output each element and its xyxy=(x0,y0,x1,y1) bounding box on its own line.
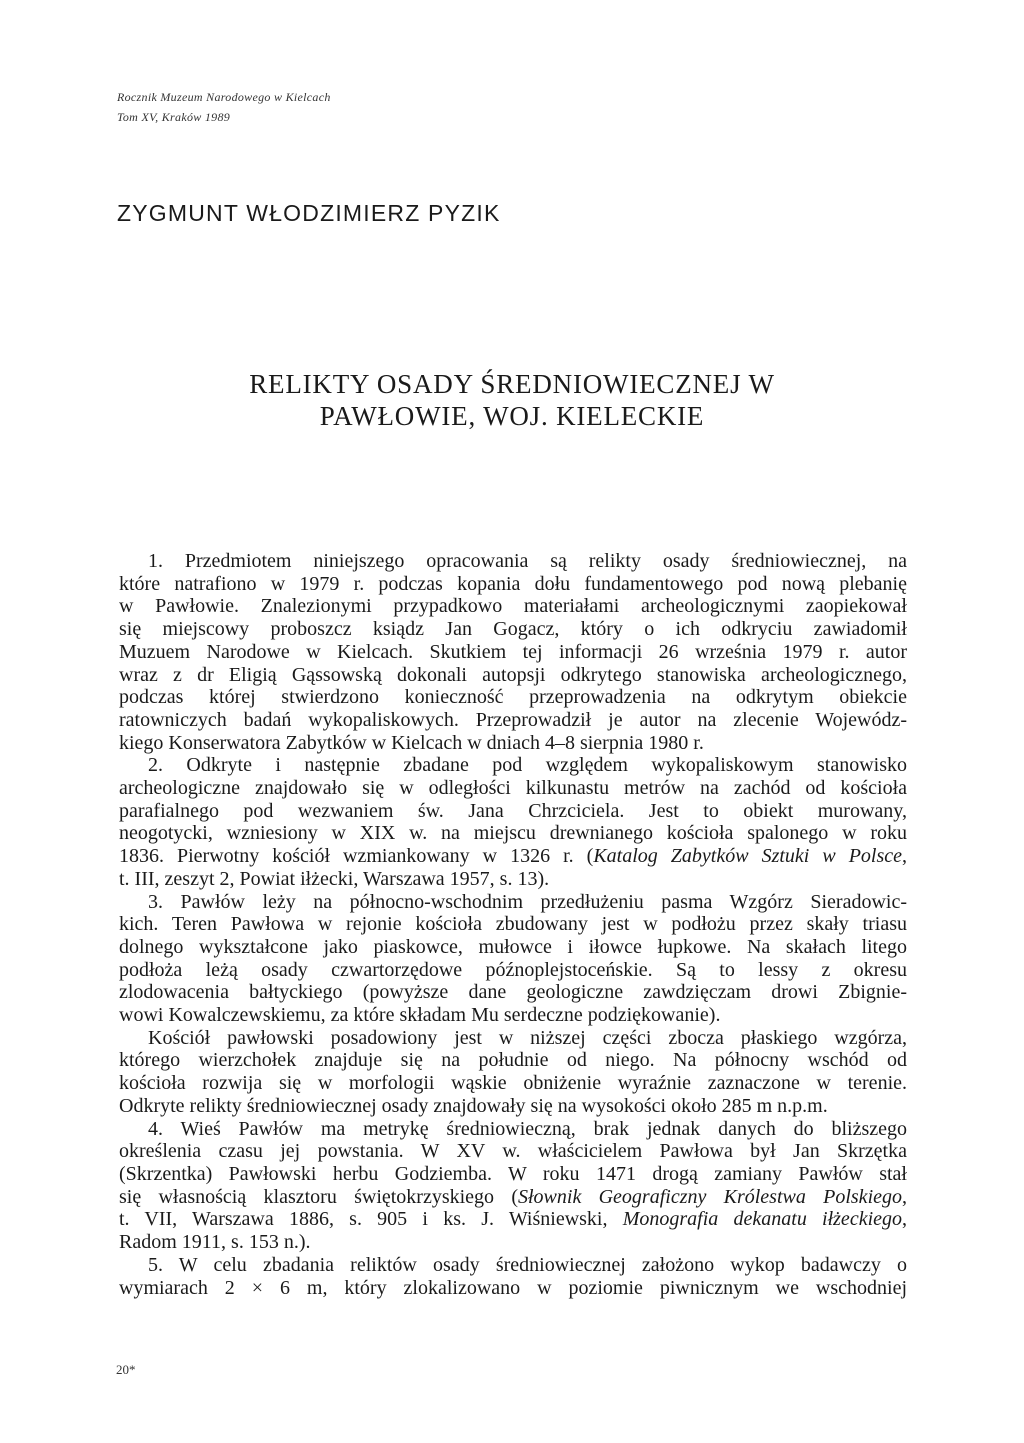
body-line xyxy=(119,822,907,845)
body-line-segment: wowi Kowalczewskiemu, za które składam Mu serdeczne podziękowanie). xyxy=(119,1004,721,1027)
body-line xyxy=(119,1072,907,1095)
body-line-italic-segment: Katalog Zabytków Sztuki w Polsce xyxy=(593,845,903,868)
body-line xyxy=(119,618,907,641)
body-line-segment: (Skrzentka) Pawłowski herbu Godziemba. W roku 1471 drogą zamiany Pawłów stał xyxy=(119,1162,907,1185)
body-line-segment: t. VII, Warszawa 1886, s. 905 i ks. J. Wiśniewski, xyxy=(119,1208,623,1231)
body-line-segment: określenia czasu jej powstania. W XV w. właścicielem Pawłowa był Jan Skrzętka xyxy=(119,1140,907,1163)
body-line xyxy=(119,1027,907,1050)
body-line-segment: w Pawłowie. Znalezionymi przypadkowo materiałami archeologicznymi zaopiekował xyxy=(119,595,907,618)
body-line xyxy=(119,641,907,664)
body-line-segment: wraz z dr Eligią Gąssowską dokonali autopsji odkrytego stanowiska archeologicznego, xyxy=(119,663,907,686)
body-line-segment: parafialnego pod wezwaniem św. Jana Chrzciciela. Jest to obiekt murowany, xyxy=(119,799,907,822)
body-line xyxy=(119,1277,907,1300)
body-line-segment: 3. Pawłów leży na północno-wschodnim przedłużeniu pasma Wzgórz Sieradowic- xyxy=(148,890,907,913)
body-line xyxy=(119,936,907,959)
body-line-italic-segment: Słownik Geograficzny Królestwa Polskiego xyxy=(518,1185,902,1208)
body-line xyxy=(119,800,907,823)
body-line xyxy=(119,732,907,755)
body-line xyxy=(119,1208,907,1231)
body-line xyxy=(119,868,907,891)
body-line-segment: 1. Przedmiotem niniejszego opracowania są relikty osady średniowiecznej, na xyxy=(148,550,907,572)
body-line-segment: się własnością klasztoru świętokrzyskiego ( xyxy=(119,1185,518,1208)
article-body xyxy=(119,550,907,1299)
body-line xyxy=(119,1254,907,1277)
body-line xyxy=(119,981,907,1004)
body-line-segment: kich. Teren Pawłowa w rejonie kościoła zbudowany jest w podłożu przez skały triasu xyxy=(119,913,907,936)
journal-name: Rocznik Muzeum Narodowego w Kielcach xyxy=(117,90,331,104)
body-line xyxy=(119,959,907,982)
article-title xyxy=(117,368,907,432)
body-line-segment: Radom 1911, s. 153 n.). xyxy=(119,1231,311,1254)
body-line xyxy=(119,1118,907,1141)
body-line-segment: podczas której stwierdzono konieczność przeprowadzenia na odkrytym obiekcie xyxy=(119,686,907,709)
body-line xyxy=(119,573,907,596)
body-line xyxy=(119,709,907,732)
body-line xyxy=(119,1231,907,1254)
body-line-segment: kiego Konserwatora Zabytków w Kielcach w dniach 4–8 sierpnia 1980 r. xyxy=(119,731,704,754)
volume-info: Tom XV, Kraków 1989 xyxy=(117,110,231,124)
body-line xyxy=(119,595,907,618)
body-line-segment: kościoła rozwija się w morfologii wąskie obniżenie wyraźnie zaznaczone w terenie. xyxy=(119,1072,907,1095)
body-line-segment: ratowniczych badań wykopaliskowych. Przeprowadził je autor na zlecenie Wojewódz- xyxy=(119,708,907,731)
body-line-segment: podłoża leżą osady czwartorzędowe późnoplejstoceńskie. Są to lessy z okresu xyxy=(119,958,907,981)
body-line xyxy=(119,777,907,800)
page-number: 20* xyxy=(116,1362,136,1377)
body-line xyxy=(119,550,907,573)
body-line xyxy=(119,1049,907,1072)
body-line xyxy=(119,1163,907,1186)
body-line xyxy=(119,913,907,936)
author-name: ZYGMUNT WŁODZIMIERZ PYZIK xyxy=(117,200,501,226)
body-line-segment: neogotycki, wzniesiony w XIX w. na miejscu drewnianego kościoła spalonego w roku xyxy=(119,822,907,845)
body-line-segment: dolnego wykształcone jako piaskowce, mułowce i iłowce łupkowe. Na skałach litego xyxy=(119,935,907,958)
body-line xyxy=(119,1140,907,1163)
body-line-segment: Muzuem Narodowe w Kielcach. Skutkiem tej informacji 26 września 1979 r. autor xyxy=(119,640,907,663)
body-line xyxy=(119,686,907,709)
body-line-segment: 2. Odkryte i następnie zbadane pod względem wykopaliskowym stanowisko xyxy=(148,754,907,777)
body-line xyxy=(119,754,907,777)
body-line-segment: 1836. Pierwotny kościół wzmiankowany w 1326 r. ( xyxy=(119,845,594,868)
title-line-1: RELIKTY OSADY ŚREDNIOWIECZNEJ W xyxy=(249,369,775,399)
body-line xyxy=(119,1004,907,1027)
body-line xyxy=(119,664,907,687)
body-line xyxy=(119,1186,907,1209)
body-line-segment: , xyxy=(902,1185,907,1208)
body-line-segment: które natrafiono w 1979 r. podczas kopania dołu fundamentowego pod nową plebanię xyxy=(119,572,907,595)
body-line-italic-segment: Monografia dekanatu iłżeckiego xyxy=(622,1208,902,1231)
body-line-segment: wymiarach 2 × 6 m, który zlokalizowano w poziomie piwnicznym we wschodniej xyxy=(119,1276,907,1299)
body-line-segment: Kościół pawłowski posadowiony jest w niższej części zbocza płaskiego wzgórza, xyxy=(148,1026,907,1049)
body-line-segment: t. III, zeszyt 2, Powiat iłżecki, Warszawa 1957, s. 13). xyxy=(119,867,550,890)
body-line-segment: archeologiczne znajdowało się w odległości kilkunastu metrów na zachód od kościoła xyxy=(119,777,907,800)
body-line-segment: się miejscowy proboszcz ksiądz Jan Gogacz, który o ich odkryciu zawiadomił xyxy=(119,618,907,641)
body-line-segment: 5. W celu zbadania reliktów osady średniowiecznej założono wykop badawczy o xyxy=(148,1253,907,1276)
body-line xyxy=(119,1095,907,1118)
body-line-segment: , xyxy=(902,845,908,868)
body-line xyxy=(119,845,907,868)
body-line-segment: Odkryte relikty średniowiecznej osady znajdowały się na wysokości około 285 m n.p.m. xyxy=(119,1094,828,1117)
body-line xyxy=(119,891,907,914)
body-line-segment: zlodowacenia bałtyckiego (powyższe dane geologiczne zawdzięczam drowi Zbignie- xyxy=(119,981,907,1004)
body-line-segment: , xyxy=(902,1208,907,1231)
body-line-segment: którego wierzchołek znajduje się na południe od niego. Na północny wschód od xyxy=(119,1049,907,1072)
body-line-segment: 4. Wieś Pawłów ma metrykę średniowieczną, brak jednak danych do bliższego xyxy=(148,1117,907,1140)
title-line-2: PAWŁOWIE, WOJ. KIELECKIE xyxy=(319,401,705,431)
